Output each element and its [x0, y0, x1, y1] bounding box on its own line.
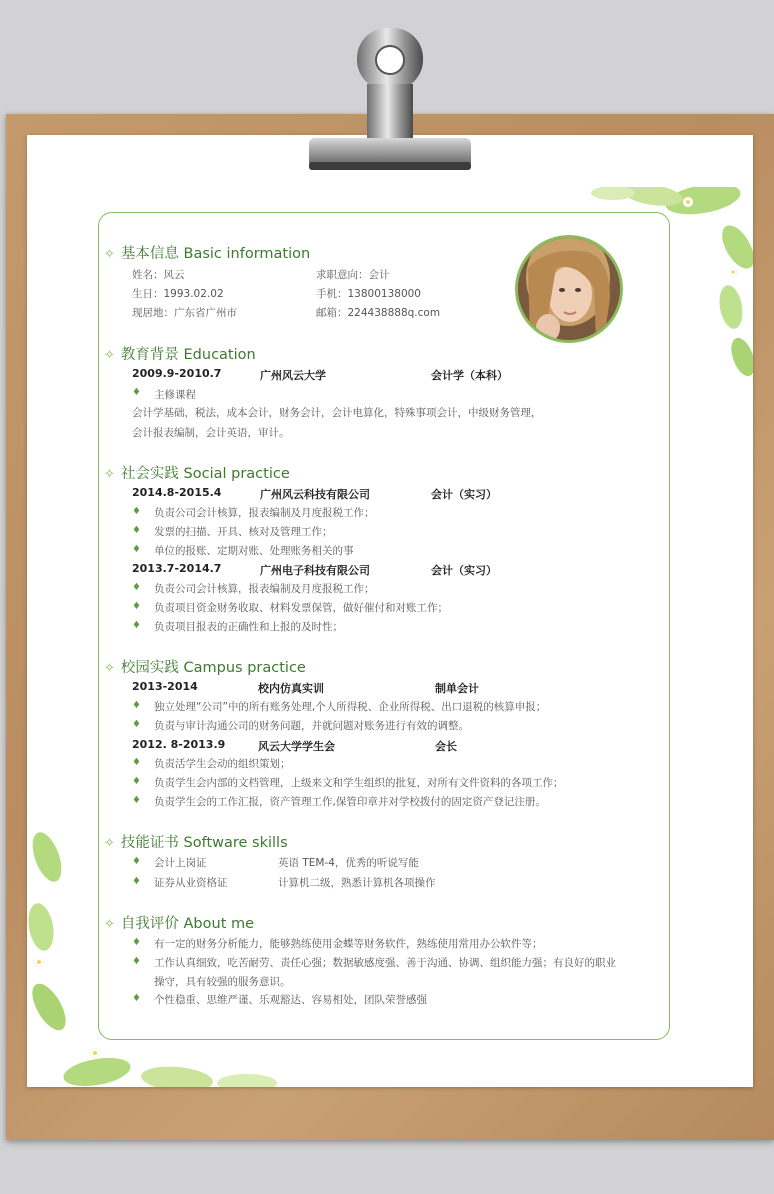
info-phone: 手机：13800138000: [316, 288, 421, 300]
job-item: 负责公司会计核算，报表编制及月度报税工作；: [154, 583, 375, 595]
campus-item: 负责学生会的工作汇报，资产管理工作,保管印章并对学校拨付的固定资产登记注册。: [154, 796, 546, 808]
diamond-bullet-icon: ♦: [132, 757, 141, 768]
job-company: 广州风云科技有限公司: [260, 488, 370, 501]
section-title-text: 校园实践 Campus practice: [120, 660, 306, 676]
campus-date: 2012. 8-2013.9: [132, 738, 226, 751]
about-line: 工作认真细致，吃苦耐劳、责任心强；数据敏感度强、善于沟通、协调、组织能力强；有良好的职业: [154, 957, 616, 969]
section-title-text: 技能证书 Software skills: [120, 835, 288, 851]
diamond-bullet-icon: ♦: [132, 795, 141, 806]
campus-date: 2013-2014: [132, 680, 198, 693]
binder-clip-icon: [305, 24, 475, 176]
section-title-campus: [104, 656, 306, 677]
campus-item: 负责学生会内部的文档管理，上级来文和学生组织的批复，对所有文件资料的各项工作；: [154, 777, 564, 789]
section-title-social: [104, 462, 290, 483]
campus-role: 制单会计: [435, 682, 479, 695]
campus-role: 会长: [435, 740, 457, 753]
info-objective: 求职意向：会计: [316, 269, 390, 281]
edu-courses-line-2: 会计报表编制，会计英语，审计。: [132, 427, 290, 439]
section-title-text: 基本信息 Basic information: [120, 246, 311, 262]
diamond-bullet-icon: ♦: [132, 719, 141, 730]
diamond-bullet-icon: ♦: [132, 956, 141, 967]
job-date: 2014.8-2015.4: [132, 486, 222, 499]
skill-cert: 证券从业资格证: [154, 877, 228, 889]
edu-date: 2009.9-2010.7: [132, 367, 222, 380]
diamond-bullet-icon: ♦: [132, 601, 141, 612]
sparkle-icon: ✧: [104, 348, 115, 363]
section-title-text: 教育背景 Education: [120, 347, 256, 363]
diamond-bullet-icon: ♦: [132, 544, 141, 555]
job-company: 广州电子科技有限公司: [260, 564, 370, 577]
edu-courses-label: 主修课程: [154, 389, 196, 401]
diamond-bullet-icon: ♦: [132, 856, 141, 867]
job-date: 2013.7-2014.7: [132, 562, 222, 575]
about-line: 操守，具有较强的服务意识。: [154, 976, 291, 988]
campus-org: 校内仿真实训: [258, 682, 324, 695]
section-title-education: [104, 343, 256, 364]
job-item: 负责公司会计核算，报表编制及月度报税工作；: [154, 507, 375, 519]
diamond-bullet-icon: ♦: [132, 876, 141, 887]
diamond-bullet-icon: ♦: [132, 620, 141, 631]
about-line: 个性稳重、思维严谨、乐观豁达、容易相处，团队荣誉感强: [154, 994, 427, 1006]
sparkle-icon: ✧: [104, 247, 115, 262]
about-line: 有一定的财务分析能力，能够熟练使用金蝶等财务软件，熟练使用常用办公软件等；: [154, 938, 543, 950]
diamond-bullet-icon: ♦: [132, 387, 141, 398]
diamond-bullet-icon: ♦: [132, 776, 141, 787]
edu-major: 会计学（本科）: [431, 369, 508, 382]
profile-photo: [515, 235, 623, 343]
info-location: 现居地：广东省广州市: [132, 307, 237, 319]
job-role: 会计（实习）: [431, 564, 497, 577]
job-item: 负责项目资金财务收取、材料发票保管，做好催付和对账工作；: [154, 602, 448, 614]
section-title-skills: [104, 831, 288, 852]
info-email: 邮箱：224438888q.com: [316, 307, 441, 319]
diamond-bullet-icon: ♦: [132, 700, 141, 711]
section-title-basic: [104, 242, 310, 263]
campus-org: 风云大学学生会: [258, 740, 335, 753]
edu-school: 广州风云大学: [260, 369, 326, 382]
diamond-bullet-icon: ♦: [132, 525, 141, 536]
diamond-bullet-icon: ♦: [132, 506, 141, 517]
job-role: 会计（实习）: [431, 488, 497, 501]
sparkle-icon: ✧: [104, 836, 115, 851]
diamond-bullet-icon: ♦: [132, 937, 141, 948]
info-birthday: 生日：1993.02.02: [132, 288, 224, 300]
edu-courses-line-1: 会计学基础，税法，成本会计，财务会计，会计电算化，特殊事项会计，中级财务管理，: [132, 407, 542, 419]
skill-detail: 计算机二级，熟悉计算机各项操作: [278, 877, 436, 889]
job-item: 发票的扫描、开具、核对及管理工作；: [154, 526, 333, 538]
skill-detail: 英语 TEM-4，优秀的听说写能: [278, 857, 419, 869]
job-item: 负责项目报表的正确性和上报的及时性；: [154, 621, 343, 633]
section-title-text: 社会实践 Social practice: [120, 466, 290, 482]
diamond-bullet-icon: ♦: [132, 582, 141, 593]
sparkle-icon: ✧: [104, 467, 115, 482]
campus-item: 负责与审计沟通公司的财务问题，并就问题对账务进行有效的调整。: [154, 720, 469, 732]
job-item: 单位的报账、定期对账、处理账务相关的事: [154, 545, 354, 557]
sparkle-icon: ✧: [104, 917, 115, 932]
section-title-about: [104, 912, 254, 933]
campus-item: 负责活学生会动的组织策划；: [154, 758, 291, 770]
campus-item: 独立处理“公司”中的所有账务处理,个人所得税、企业所得税、出口退税的核算申报；: [154, 701, 547, 713]
diamond-bullet-icon: ♦: [132, 993, 141, 1004]
section-title-text: 自我评价 About me: [120, 916, 255, 932]
avatar: [518, 238, 620, 340]
info-name: 姓名：风云: [132, 269, 185, 281]
skill-cert: 会计上岗证: [154, 857, 207, 869]
sparkle-icon: ✧: [104, 661, 115, 676]
